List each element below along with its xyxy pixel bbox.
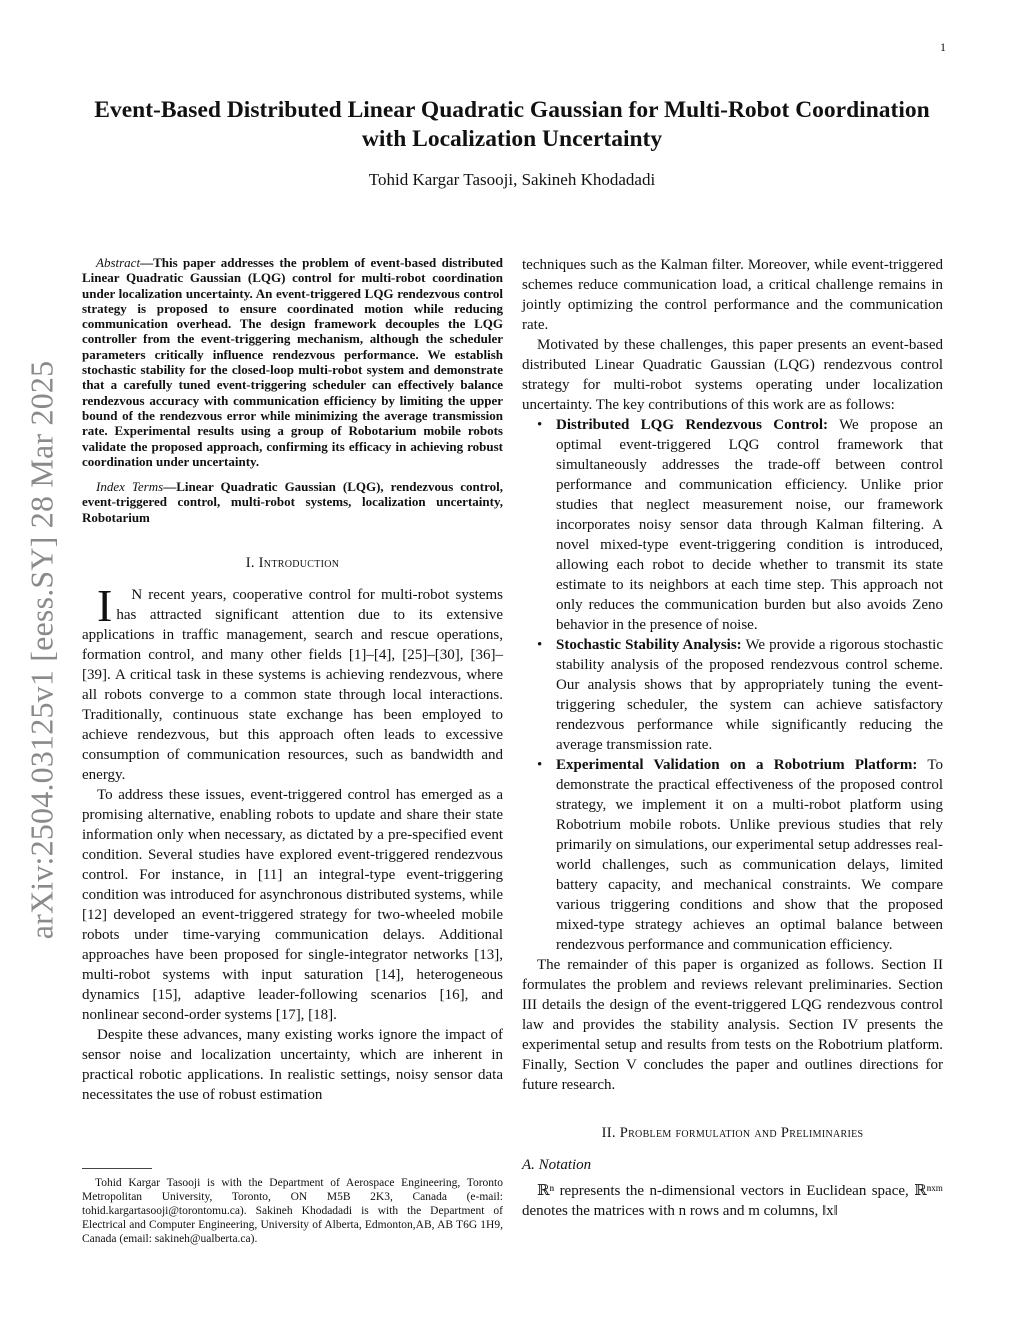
notation-paragraph: ℝⁿ represents the n-dimensional vectors in Euclidean space, ℝⁿˣᵐ denotes the matrices with n rows and m columns, ‖x‖ bbox=[522, 1183, 943, 1219]
authors: Tohid Kargar Tasooji, Sakineh Khodadadi bbox=[368, 170, 656, 189]
contribution-title: Distributed LQG Rendezvous Control: bbox=[556, 417, 829, 433]
index-terms-text: —Linear Quadratic Gaussian (LQG), rendezvous control, event-triggered control, multi-robot systems, localization uncertainty, Robotarium bbox=[82, 479, 503, 525]
abstract bbox=[82, 255, 503, 469]
arxiv-id: arXiv:2504.03125v1 [eess.SY] 28 Mar 2025 bbox=[23, 360, 60, 940]
intro-paragraph-1-text: N recent years, cooperative control for multi-robot systems has attracted significant attention due to its extensive applications in traffic management, search and rescue operations, formation control, and many other fields [1]–[4], [25]–[30], [36]–[39]. A critical task in these systems is achieving rendezvous, where all robots converge to a common state through local interactions. Traditionally, continuous state exchange has been employed to achieve rendezvous, but this approach often leads to excessive consumption of communication resources, such as bandwidth and energy. bbox=[82, 587, 503, 784]
footnote bbox=[82, 1176, 503, 1246]
abstract-text: —This paper addresses the problem of event-based distributed Linear Quadratic Gaussian (LQG) control for multi-robot coordination under localization uncertainty. An event-triggered LQG rendezvous control strategy is proposed to ensure coordinated motion while reducing communication overhead. The design framework decouples the LQG controller from the event-triggering mechanism, although the scheduler parameters critically influence rendezvous performance. We establish stochastic stability for the closed-loop multi-robot system and demonstrate that a carefully tuned event-triggering scheduler can effectively balance rendezvous accuracy with communication efficiency by limiting the upper bound of the rendezvous error while minimizing the average transmission rate. Experimental results using a group of Robotarium mobile robots validate the proposed approach, confirming its efficacy in achieving robust coordination under uncertainty. bbox=[82, 255, 503, 469]
list-item bbox=[556, 755, 943, 955]
left-column bbox=[82, 255, 503, 1105]
page-number: 1 bbox=[940, 40, 946, 54]
contribution-text: We provide a rigorous stochastic stability analysis of the proposed rendezvous control scheme. Our analysis shows that by appropriately tuning the event-triggering scheduler, the system can achieve satisfactory rendezvous performance while significantly reducing the average transmission rate. bbox=[556, 637, 943, 753]
index-terms-label: Index Terms bbox=[96, 479, 164, 495]
intro-paragraph-1 bbox=[82, 580, 503, 785]
right-paragraph-3: The remainder of this paper is organized as follows. Section II formulates the problem and reviews relevant preliminaries. Section III details the design of the event-triggered LQG rendezvous control law and provides the stability analysis. Section IV presents the experimental setup and results from tests on the Robotrium platform. Finally, Section V concludes the paper and outlines directions for future research. bbox=[522, 957, 943, 1093]
right-paragraph-2: Motivated by these challenges, this paper presents an event-based distributed Linear Quadratic Gaussian (LQG) rendezvous control strategy for multi-robot systems operating under localization uncertainty. The key contributions of this work are as follows: bbox=[522, 337, 943, 413]
list-item bbox=[556, 415, 943, 635]
right-column bbox=[522, 255, 943, 1221]
intro-paragraph-3: Despite these advances, many existing works ignore the impact of sensor noise and localization uncertainty, which are inherent in practical robotic applications. In realistic settings, noisy sensor data necessitates the use of robust estimation bbox=[82, 1027, 503, 1104]
index-terms bbox=[82, 479, 503, 525]
title-line-2: with Localization Uncertainty bbox=[361, 126, 663, 152]
intro-paragraph-2: To address these issues, event-triggered control has emerged as a promising alternative, enabling robots to update and share their state information only when necessary, as dictated by a pre-specified event condition. Several studies have explored event-triggered rendezvous control. For instance, in [11] an integral-type event-triggering condition was introduced for asynchronous distributed systems, while [12] developed an event-triggered strategy for two-wheeled mobile robots under time-varying communication delays. Additional approaches have been proposed for single-integrator networks [13], multi-robot systems with input saturation [14], heterogeneous dynamics [15], adaptive leader-following scenarios [16], and nonlinear second-order systems [17], [18]. bbox=[82, 787, 503, 1024]
contributions-list bbox=[522, 415, 943, 955]
drop-cap: I bbox=[97, 580, 113, 632]
contribution-text: We propose an optimal event-triggered LQG control framework that simultaneously addresses the trade-off between control performance and communication efficiency. Unlike prior studies that neglect measurement noise, our framework incorporates noisy sensor data through Kalman filtering. A novel mixed-type event-triggering condition is introduced, allowing each robot to decide whether to transmit its state estimate to its neighbors at each time step. This approach not only reduces the communication burden but also avoids Zeno behavior in the presence of noise. bbox=[556, 417, 943, 633]
footnote-rule bbox=[82, 1168, 152, 1169]
footnote-text: Tohid Kargar Tasooji is with the Department of Aerospace Engineering, Toronto Metropolitan University, Toronto, ON M5B 2K3, Canada (e-mail: tohid.kargartasooji@torontomu.ca). Sakineh Khodadadi is with the Department of Electrical and Computer Engineering, University of Alberta, Edmonton,AB, AB T6G 1H9, Canada (email: sakineh@ualberta.ca). bbox=[82, 1177, 503, 1245]
contribution-text: To demonstrate the practical effectiveness of the proposed control strategy, we implement it on a multi-robot platform using Robotrium mobile robots. Unlike previous studies that rely primarily on simulations, our experimental setup addresses real-world challenges, such as communication delays, limited battery capacity, and mechanical constraints. We compare various triggering conditions and show that the proposed mixed-type strategy achieves an optimal balance between rendezvous performance and communication efficiency. bbox=[556, 757, 943, 953]
list-item bbox=[556, 635, 943, 755]
contribution-title: Stochastic Stability Analysis: bbox=[556, 637, 742, 653]
arxiv-watermark bbox=[23, 340, 60, 960]
right-paragraph-1: techniques such as the Kalman filter. Moreover, while event-triggered schemes reduce communication load, a critical challenge remains in jointly optimizing the control performance and the communication rate. bbox=[522, 257, 943, 333]
contribution-title: Experimental Validation on a Robotrium Platform: bbox=[556, 757, 918, 773]
paper-title bbox=[80, 96, 944, 154]
section-heading-introduction: I. Introduction bbox=[245, 555, 340, 572]
abstract-label: Abstract bbox=[96, 255, 141, 270]
subsection-heading-notation: A. Notation bbox=[522, 1157, 592, 1173]
section-heading-problem-formulation: II. Problem formulation and Preliminaries bbox=[601, 1125, 864, 1141]
title-line-1: Event-Based Distributed Linear Quadratic Gaussian for Multi-Robot Coordination bbox=[94, 97, 930, 123]
